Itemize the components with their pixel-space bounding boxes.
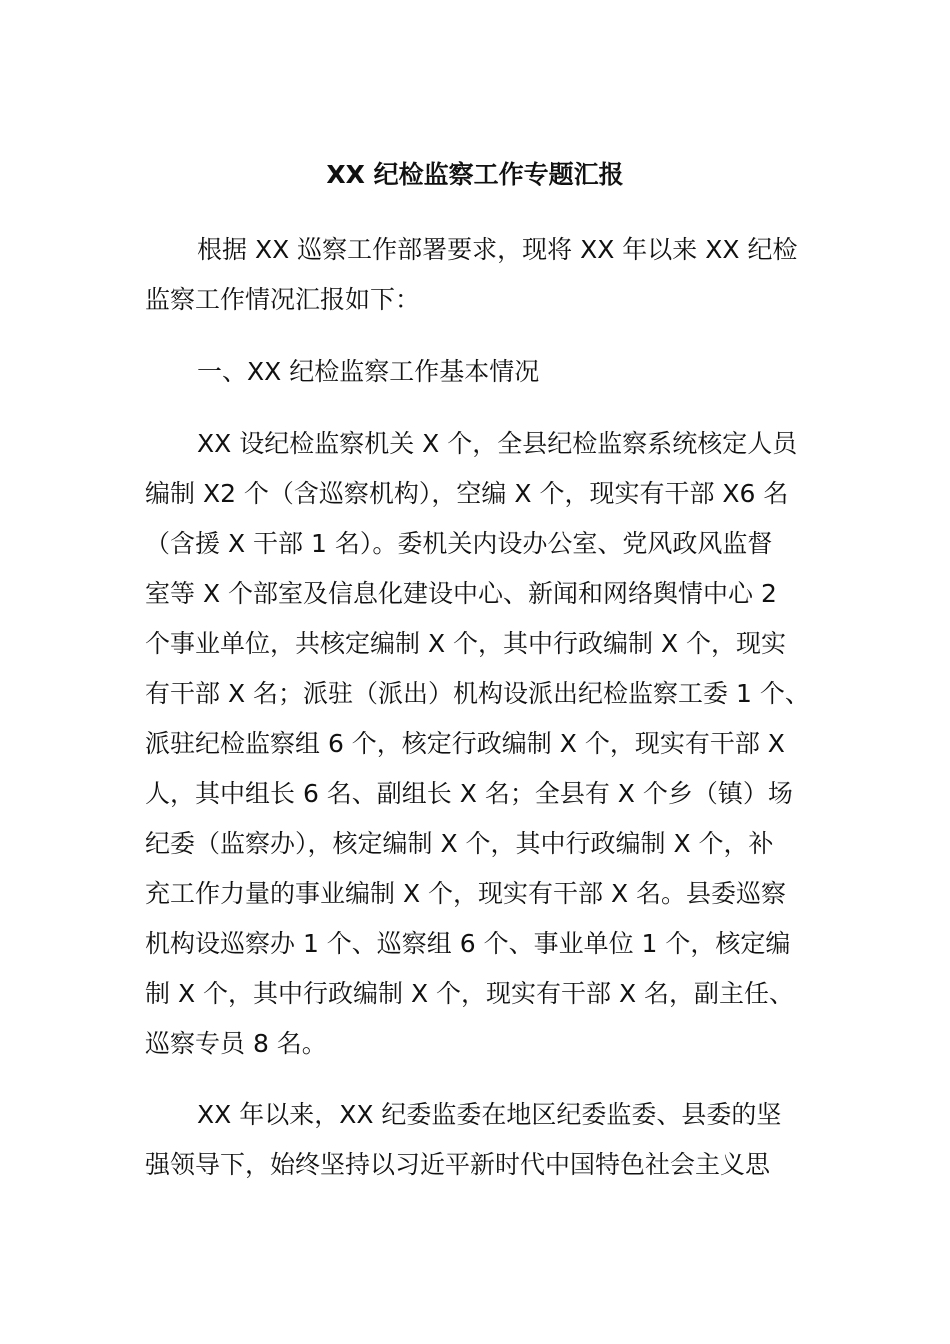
paragraph-line: 充工作力量的事业编制 X 个，现实有干部 X 名。县委巡察 xyxy=(145,879,787,908)
paragraph-basic-info xyxy=(145,419,810,1069)
paragraph-line: 根据 XX 巡察工作部署要求，现将 XX 年以来 XX 纪检 xyxy=(197,235,798,264)
paragraph-line: 派驻纪检监察组 6 个，核定行政编制 X 个，现实有干部 X xyxy=(145,729,785,758)
paragraph-intro xyxy=(145,225,810,325)
paragraph-line: 室等 X 个部室及信息化建设中心、新闻和网络舆情中心 2 xyxy=(145,579,777,608)
paragraph-line: 制 X 个，其中行政编制 X 个，现实有干部 X 名，副主任、 xyxy=(145,979,795,1008)
paragraph-line: 监察工作情况汇报如下： xyxy=(145,285,421,314)
paragraph-line: 强领导下，始终坚持以习近平新时代中国特色社会主义思 xyxy=(145,1150,771,1179)
paragraph-line: 个事业单位，共核定编制 X 个，其中行政编制 X 个，现实 xyxy=(145,629,787,658)
paragraph-line: 巡察专员 8 名。 xyxy=(145,1029,327,1058)
paragraph-line: 人，其中组长 6 名、副组长 X 名；全县有 X 个乡（镇）场 xyxy=(145,779,793,808)
paragraph-line: XX 年以来，XX 纪委监委在地区纪委监委、县委的坚 xyxy=(197,1100,782,1129)
paragraph-line: 机构设巡察办 1 个、巡察组 6 个、事业单位 1 个，核定编 xyxy=(145,929,791,958)
document-title: XX 纪检监察工作专题汇报 xyxy=(326,160,624,189)
paragraph-line: XX 设纪检监察机关 X 个，全县纪检监察系统核定人员 xyxy=(197,429,798,458)
paragraph-line: 有干部 X 名；派驻（派出）机构设派出纪检监察工委 1 个、 xyxy=(145,679,810,708)
paragraph-line: （含援 X 干部 1 名）。委机关内设办公室、党风政风监督 xyxy=(145,529,773,558)
paragraph-line: 纪委（监察办），核定编制 X 个，其中行政编制 X 个，补 xyxy=(145,829,774,858)
paragraph-since xyxy=(145,1090,810,1190)
section-heading-text: 一、XX 纪检监察工作基本情况 xyxy=(197,357,540,386)
section-heading xyxy=(145,347,810,397)
paragraph-line: 编制 X2 个（含巡察机构），空编 X 个，现实有干部 X6 名 xyxy=(145,479,789,508)
